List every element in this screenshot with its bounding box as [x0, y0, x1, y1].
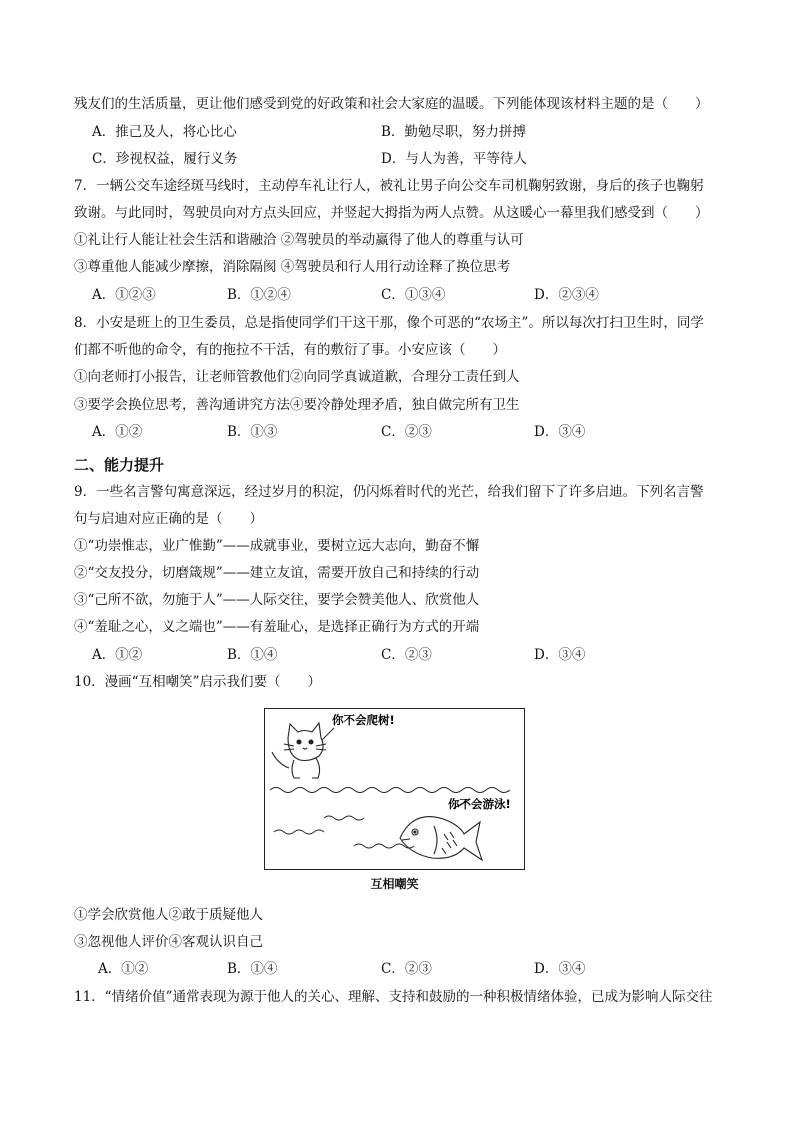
q8-stem-line1: 8．小安是班上的卫生委员，总是指使同学们干这干那，像个可恶的“农场主”。所以每次打扫卫生时，同学 [74, 315, 704, 331]
q8-statements-2: ③要学会换位思考，善沟通讲究方法④要冷静处理矛盾，独自做完所有卫生 [74, 397, 520, 413]
fish-speech: 你不会游泳! [448, 797, 511, 811]
q9-statement-2: ②“交友投分，切磨箴规”——建立友谊，需要开放自己和持续的行动 [74, 565, 480, 581]
q10-statements-2: ③忽视他人评价④客观认识自己 [74, 934, 263, 950]
q9-statement-3: ③“己所不欲，勿施于人”——人际交往，要学会赞美他人、欣赏他人 [74, 592, 480, 608]
q10-statements-1: ①学会欣赏他人②敢于质疑他人 [74, 907, 263, 923]
q6-option-d: D．与人为善，平等待人 [381, 151, 527, 167]
section-title: 二、能力提升 [74, 456, 165, 474]
q7-option-d: D．②③④ [534, 287, 599, 303]
q9-option-b: B．①④ [227, 647, 278, 663]
q7-statements-2: ③尊重他人能减少摩擦，消除隔阂 ④驾驶员和行人用行动诠释了换位思考 [74, 259, 511, 275]
q6-stem: 残友们的生活质量，更让他们感受到党的好政策和社会大家庭的温暖。下列能体现该材料主题的是（ ） [74, 96, 709, 112]
q10-option-b: B．①④ [227, 961, 278, 977]
q8-option-a: A．①② [92, 424, 143, 440]
q7-option-c: C．①③④ [381, 287, 446, 303]
q9-option-a: A．①② [92, 647, 143, 663]
q9-option-c: C．②③ [381, 647, 432, 663]
q7-option-a: A．①②③ [92, 287, 156, 303]
cartoon-caption: 互相嘲笑 [370, 877, 419, 891]
cat-speech: 你不会爬树! [332, 713, 395, 727]
q6-option-a: A．推己及人，将心比心 [92, 124, 237, 140]
q11-stem-line1: 11．“情绪价值”通常表现为源于他人的关心、理解、支持和鼓励的一种积极情绪体验，已成为影响人际交往 [74, 989, 713, 1005]
q8-option-c: C．②③ [381, 424, 432, 440]
cartoon-mutual-mockery [264, 708, 525, 870]
q8-option-b: B．①③ [227, 424, 278, 440]
q8-statements-1: ①向老师打小报告，让老师管教他们②向同学真诚道歉，合理分工责任到人 [74, 369, 520, 385]
q9-stem-line2: 句与启迪对应正确的是（ ） [74, 511, 263, 527]
q10-stem: 10．漫画“互相嘲笑”启示我们要（ ） [74, 674, 321, 690]
q8-option-d: D．③④ [534, 424, 586, 440]
q9-statement-1: ①“功崇惟志，业广惟勤”——成就事业，要树立远大志向，勤奋不懈 [74, 538, 480, 554]
q7-statements-1: ①礼让行人能让社会生活和谐融洽 ②驾驶员的举动赢得了他人的尊重与认可 [74, 232, 524, 248]
q6-option-c: C．珍视权益，履行义务 [92, 151, 238, 167]
q7-stem-line2: 致谢。与此同时，驾驶员向对方点头回应，并竖起大拇指为两人点赞。从这暖心一幕里我们感受到（ ） [74, 205, 709, 221]
q10-option-a: A．①② [98, 961, 149, 977]
q10-option-c: C．②③ [381, 961, 432, 977]
q8-stem-line2: 们都不听他的命令，有的拖拉不干活，有的敷衍了事。小安应该（ ） [74, 342, 506, 358]
q9-option-d: D．③④ [534, 647, 586, 663]
q7-stem-line1: 7．一辆公交车途经斑马线时，主动停车礼让行人，被礼让男子向公交车司机鞠躬致谢，身后的孩子也鞠躬 [74, 178, 704, 194]
q10-option-d: D．③④ [534, 961, 586, 977]
q7-option-b: B．①②④ [227, 287, 291, 303]
q9-stem-line1: 9．一些名言警句寓意深远，经过岁月的积淀，仍闪烁着时代的光芒，给我们留下了许多启迪。下列名言警 [74, 484, 704, 500]
q9-statement-4: ④“羞耻之心，义之端也”——有羞耻心，是选择正确行为方式的开端 [74, 619, 480, 635]
q6-option-b: B．勤勉尽职，努力拼搏 [381, 124, 526, 140]
